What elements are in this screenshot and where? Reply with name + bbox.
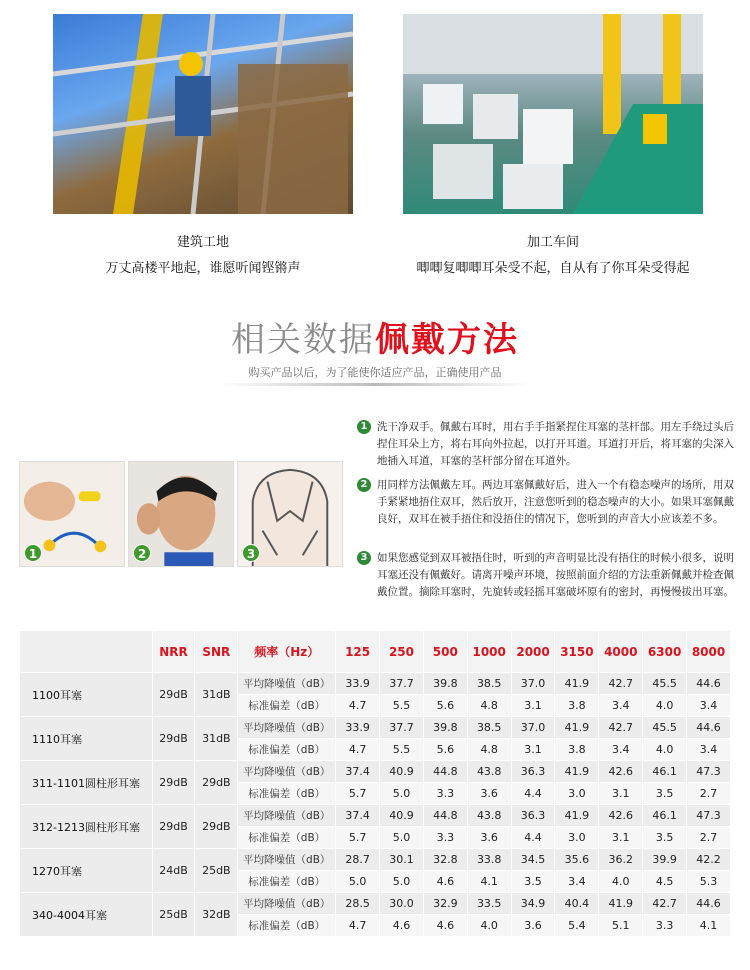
step-3-text: 如果您感觉到双耳被捂住时，听到的声音明显比没有捂住的时候小很多，说明耳塞还没有佩戴好。请离开噪声环境，按照前面介绍的方法重新佩戴并检查佩戴位置。摘除耳塞时，先旋转或轻摇耳塞破坏原有的密封，再慢慢拔出耳塞。: [377, 552, 734, 598]
value-cell: 2.7: [687, 827, 731, 849]
value-cell: 33.9: [336, 673, 380, 695]
product-model-cell: 1100耳塞: [20, 673, 153, 717]
value-cell: 4.0: [643, 739, 687, 761]
value-cell: 5.0: [380, 827, 424, 849]
metric-label-sd: 标准偏差（dB）: [238, 827, 336, 849]
value-cell: 41.9: [555, 717, 599, 739]
metric-label-sd: 标准偏差（dB）: [238, 915, 336, 937]
value-cell: 5.1: [599, 915, 643, 937]
snr-cell: 29dB: [195, 805, 238, 849]
table-header-cell: 3150: [555, 631, 599, 673]
table-header-row: [20, 631, 731, 673]
step-1: [357, 419, 735, 470]
nrr-cell: 29dB: [152, 673, 195, 717]
value-cell: 3.1: [511, 695, 555, 717]
nrr-cell: 29dB: [152, 761, 195, 805]
table-header-blank: [20, 631, 153, 673]
value-cell: 4.0: [467, 915, 511, 937]
step-image-number: 3: [242, 544, 260, 562]
value-cell: 44.8: [423, 761, 467, 783]
table-header-cell: 1000: [467, 631, 511, 673]
value-cell: 45.5: [643, 717, 687, 739]
value-cell: 4.4: [511, 783, 555, 805]
value-cell: 32.8: [423, 849, 467, 871]
value-cell: 28.7: [336, 849, 380, 871]
step-1-text: 洗干净双手。佩戴右耳时，用右手手指紧捏住耳塞的茎杆部。用左手绕过头后捏住耳朵上方，将右耳向外拉起，以打开耳道。耳道打开后，将耳塞的尖深入地插入耳道，耳塞的茎杆部分留在耳道外。: [377, 421, 734, 467]
product-model-cell: 1270耳塞: [20, 849, 153, 893]
value-cell: 3.5: [511, 871, 555, 893]
table-header-cell: 4000: [599, 631, 643, 673]
value-cell: 4.6: [423, 871, 467, 893]
value-cell: 32.9: [423, 893, 467, 915]
attenuation-table: [19, 630, 731, 937]
table-header-cell: SNR: [195, 631, 238, 673]
step-3-badge: 3: [357, 551, 371, 565]
nrr-cell: 24dB: [152, 849, 195, 893]
value-cell: 4.0: [599, 871, 643, 893]
value-cell: 44.6: [687, 673, 731, 695]
step-image-number: 1: [24, 544, 42, 562]
value-cell: 42.6: [599, 805, 643, 827]
value-cell: 4.7: [336, 915, 380, 937]
value-cell: 47.3: [687, 761, 731, 783]
table-row: [20, 849, 731, 871]
metric-label-sd: 标准偏差（dB）: [238, 695, 336, 717]
value-cell: 3.5: [643, 827, 687, 849]
value-cell: 3.6: [511, 915, 555, 937]
metric-label-sd: 标准偏差（dB）: [238, 739, 336, 761]
value-cell: 37.4: [336, 761, 380, 783]
value-cell: 33.5: [467, 893, 511, 915]
table-header-cell: 250: [380, 631, 424, 673]
value-cell: 4.6: [423, 915, 467, 937]
photo-right-subtitle: 唧唧复唧唧耳朵受不起，自从有了你耳朵受得起: [416, 261, 690, 276]
product-model-cell: 1110耳塞: [20, 717, 153, 761]
metric-label-sd: 标准偏差（dB）: [238, 783, 336, 805]
metric-label-mean: 平均降噪值（dB）: [238, 893, 336, 915]
table-header-cell: 8000: [687, 631, 731, 673]
value-cell: 38.5: [467, 717, 511, 739]
step-2: [357, 477, 735, 528]
value-cell: 36.3: [511, 761, 555, 783]
step-2-badge: 2: [357, 478, 371, 492]
value-cell: 44.8: [423, 805, 467, 827]
value-cell: 44.6: [687, 893, 731, 915]
construction-site-photo: [53, 14, 353, 214]
value-cell: 3.4: [555, 871, 599, 893]
section-divider: [220, 383, 530, 386]
product-model-cell: 311-1101圆柱形耳塞: [20, 761, 153, 805]
value-cell: 41.9: [555, 805, 599, 827]
value-cell: 41.9: [599, 893, 643, 915]
section-title: [0, 312, 750, 361]
photo-left-subtitle: 万丈高楼平地起，谁愿听闻铿锵声: [105, 261, 301, 276]
value-cell: 3.1: [599, 827, 643, 849]
value-cell: 3.4: [687, 695, 731, 717]
metric-label-mean: 平均降噪值（dB）: [238, 673, 336, 695]
metric-label-sd: 标准偏差（dB）: [238, 871, 336, 893]
value-cell: 30.1: [380, 849, 424, 871]
value-cell: 5.5: [380, 739, 424, 761]
metric-label-mean: 平均降噪值（dB）: [238, 849, 336, 871]
value-cell: 4.8: [467, 695, 511, 717]
table-row: [20, 673, 731, 695]
value-cell: 34.5: [511, 849, 555, 871]
value-cell: 4.6: [380, 915, 424, 937]
value-cell: 3.0: [555, 783, 599, 805]
value-cell: 4.7: [336, 739, 380, 761]
value-cell: 34.9: [511, 893, 555, 915]
product-model-cell: 312-1213圆柱形耳塞: [20, 805, 153, 849]
value-cell: 3.8: [555, 739, 599, 761]
photo-right-title: 加工车间: [526, 235, 579, 250]
section-title-red: 佩戴方法: [375, 320, 519, 360]
value-cell: 40.9: [380, 805, 424, 827]
value-cell: 42.7: [599, 717, 643, 739]
value-cell: 41.9: [555, 761, 599, 783]
value-cell: 3.3: [423, 783, 467, 805]
table-header-cell: 2000: [511, 631, 555, 673]
step-2-text: 用同样方法佩戴左耳。两边耳塞佩戴好后，进入一个有稳态噪声的场所，用双手紧紧地捂住双耳，然后放开，注意您听到的稳态噪声的大小。如果耳塞佩戴良好，双耳在被手捂住和没捂住的情况下，您听到的声音大小应该差不多。: [377, 479, 734, 525]
snr-cell: 32dB: [195, 893, 238, 937]
value-cell: 3.5: [643, 783, 687, 805]
nrr-cell: 29dB: [152, 805, 195, 849]
value-cell: 4.7: [336, 695, 380, 717]
step-3: [357, 550, 735, 601]
value-cell: 3.6: [467, 783, 511, 805]
step-1-badge: 1: [357, 420, 371, 434]
value-cell: 5.0: [380, 871, 424, 893]
value-cell: 42.7: [643, 893, 687, 915]
value-cell: 5.7: [336, 783, 380, 805]
value-cell: 5.3: [687, 871, 731, 893]
step-image-number: 2: [133, 544, 151, 562]
value-cell: 4.1: [467, 871, 511, 893]
value-cell: 4.8: [467, 739, 511, 761]
value-cell: 4.5: [643, 871, 687, 893]
metric-label-mean: 平均降噪值（dB）: [238, 717, 336, 739]
value-cell: 3.1: [599, 783, 643, 805]
value-cell: 44.6: [687, 717, 731, 739]
value-cell: 3.4: [687, 739, 731, 761]
snr-cell: 31dB: [195, 673, 238, 717]
table-header-cell: 6300: [643, 631, 687, 673]
table-header-cell: 500: [423, 631, 467, 673]
snr-cell: 31dB: [195, 717, 238, 761]
value-cell: 36.2: [599, 849, 643, 871]
metric-label-mean: 平均降噪值（dB）: [238, 805, 336, 827]
value-cell: 30.0: [380, 893, 424, 915]
table-row: [20, 805, 731, 827]
value-cell: 37.4: [336, 805, 380, 827]
value-cell: 39.8: [423, 717, 467, 739]
table-row: [20, 761, 731, 783]
value-cell: 5.4: [555, 915, 599, 937]
factory-workshop-photo: [403, 14, 703, 214]
step-image-earplug-hand: [19, 461, 125, 567]
value-cell: 46.1: [643, 761, 687, 783]
value-cell: 5.6: [423, 739, 467, 761]
value-cell: 33.9: [336, 717, 380, 739]
table-header-cell: 125: [336, 631, 380, 673]
value-cell: 3.0: [555, 827, 599, 849]
value-cell: 43.8: [467, 761, 511, 783]
table-header-cell: 频率（Hz）: [238, 631, 336, 673]
value-cell: 38.5: [467, 673, 511, 695]
section-subtitle: 购买产品以后，为了能使你适应产品，正确使用产品: [248, 366, 502, 379]
value-cell: 5.0: [336, 871, 380, 893]
table-row: [20, 893, 731, 915]
value-cell: 47.3: [687, 805, 731, 827]
nrr-cell: 29dB: [152, 717, 195, 761]
table-row: [20, 717, 731, 739]
value-cell: 2.7: [687, 783, 731, 805]
value-cell: 5.5: [380, 695, 424, 717]
value-cell: 43.8: [467, 805, 511, 827]
value-cell: 3.3: [643, 915, 687, 937]
value-cell: 5.7: [336, 827, 380, 849]
value-cell: 41.9: [555, 673, 599, 695]
table-header-cell: NRR: [152, 631, 195, 673]
value-cell: 28.5: [336, 893, 380, 915]
snr-cell: 25dB: [195, 849, 238, 893]
value-cell: 3.8: [555, 695, 599, 717]
value-cell: 37.7: [380, 717, 424, 739]
value-cell: 4.1: [687, 915, 731, 937]
value-cell: 5.0: [380, 783, 424, 805]
metric-label-mean: 平均降噪值（dB）: [238, 761, 336, 783]
value-cell: 4.4: [511, 827, 555, 849]
product-model-cell: 340-4004耳塞: [20, 893, 153, 937]
nrr-cell: 25dB: [152, 893, 195, 937]
value-cell: 3.4: [599, 695, 643, 717]
value-cell: 42.2: [687, 849, 731, 871]
photo-left-title: 建筑工地: [176, 235, 229, 250]
value-cell: 33.8: [467, 849, 511, 871]
value-cell: 37.0: [511, 673, 555, 695]
value-cell: 46.1: [643, 805, 687, 827]
value-cell: 39.9: [643, 849, 687, 871]
value-cell: 37.7: [380, 673, 424, 695]
value-cell: 3.3: [423, 827, 467, 849]
value-cell: 42.7: [599, 673, 643, 695]
value-cell: 36.3: [511, 805, 555, 827]
step-image-man-face: [128, 461, 234, 567]
value-cell: 4.0: [643, 695, 687, 717]
value-cell: 3.1: [511, 739, 555, 761]
value-cell: 39.8: [423, 673, 467, 695]
value-cell: 35.6: [555, 849, 599, 871]
value-cell: 40.9: [380, 761, 424, 783]
value-cell: 42.6: [599, 761, 643, 783]
snr-cell: 29dB: [195, 761, 238, 805]
value-cell: 40.4: [555, 893, 599, 915]
value-cell: 3.6: [467, 827, 511, 849]
value-cell: 3.4: [599, 739, 643, 761]
section-title-gray: 相关数据: [231, 320, 375, 360]
value-cell: 5.6: [423, 695, 467, 717]
step-image-ear-diagram: [237, 461, 343, 567]
value-cell: 37.0: [511, 717, 555, 739]
value-cell: 45.5: [643, 673, 687, 695]
